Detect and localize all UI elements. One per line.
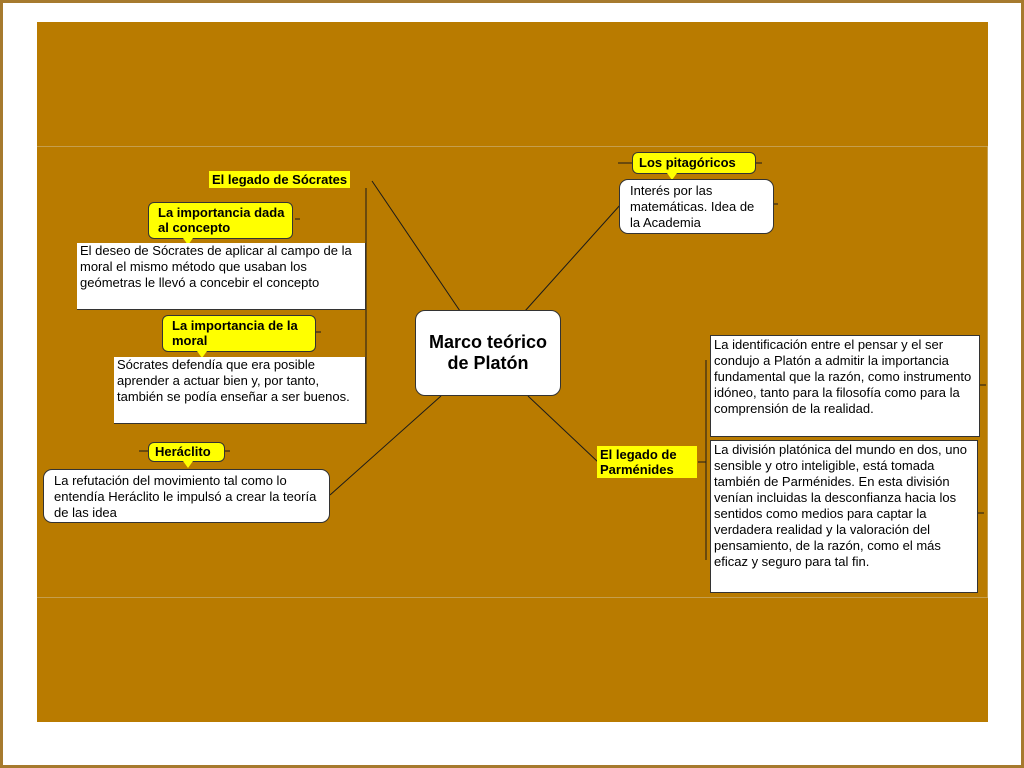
link-central-parmenides xyxy=(528,396,598,462)
central-title: Marco teórico de Platón xyxy=(428,332,548,373)
concept-textbox[interactable] xyxy=(77,243,366,310)
parmenides-text-1: La identificación entre el pensar y el ser condujo a Platón a admitir la importancia fundamental que la razón, como instrumento idóneo, tanto para la filosofía como para la comprensión de la realidad. xyxy=(714,337,972,416)
pitagoricos-text: Interés por las matemáticas. Idea de la Academia xyxy=(630,183,755,230)
concept-label: La importancia dada al concepto xyxy=(158,205,285,235)
heraclito-label: Heráclito xyxy=(155,444,211,459)
pitagoricos-textbox[interactable] xyxy=(619,179,774,234)
concept-text: El deseo de Sócrates de aplicar al campo de la moral el mismo método que usaban los geómetras le llevó a concebir el concepto xyxy=(80,243,352,290)
moral-textbox[interactable] xyxy=(114,357,366,424)
moral-bubble[interactable] xyxy=(162,315,316,352)
pitagoricos-bubble[interactable] xyxy=(632,152,756,174)
pitagoricos-label: Los pitagóricos xyxy=(639,155,736,170)
central-node[interactable] xyxy=(415,310,561,396)
heraclito-textbox[interactable] xyxy=(43,469,330,523)
concept-bubble[interactable] xyxy=(148,202,293,239)
heraclito-bubble[interactable] xyxy=(148,442,225,462)
parmenides-textbox-1[interactable] xyxy=(710,335,980,437)
moral-label: La importancia de la moral xyxy=(172,318,298,348)
socrates-label[interactable]: El legado de Sócrates xyxy=(209,171,350,188)
parmenides-textbox-2[interactable] xyxy=(710,440,978,593)
moral-text: Sócrates defendía que era posible aprender a actuar bien y, por tanto, también se podía enseñar a ser buenos. xyxy=(117,357,350,404)
link-central-pitagoricos xyxy=(525,204,621,311)
parmenides-label[interactable]: El legado de Parménides xyxy=(597,446,697,478)
link-central-socrates xyxy=(372,181,460,311)
heraclito-text: La refutación del movimiento tal como lo entendía Heráclito le impulsó a crear la teoría de las idea xyxy=(54,473,317,520)
parmenides-text-2: La división platónica del mundo en dos, uno sensible y otro inteligible, está tomada también de Parménides. En esta división venían incluidas la desconfianza hacia los sentidos como medios para captar la verdadera realidad y la valoración del pensamiento, de la razón, como el más eficaz y seguro para tal fin. xyxy=(714,442,967,569)
